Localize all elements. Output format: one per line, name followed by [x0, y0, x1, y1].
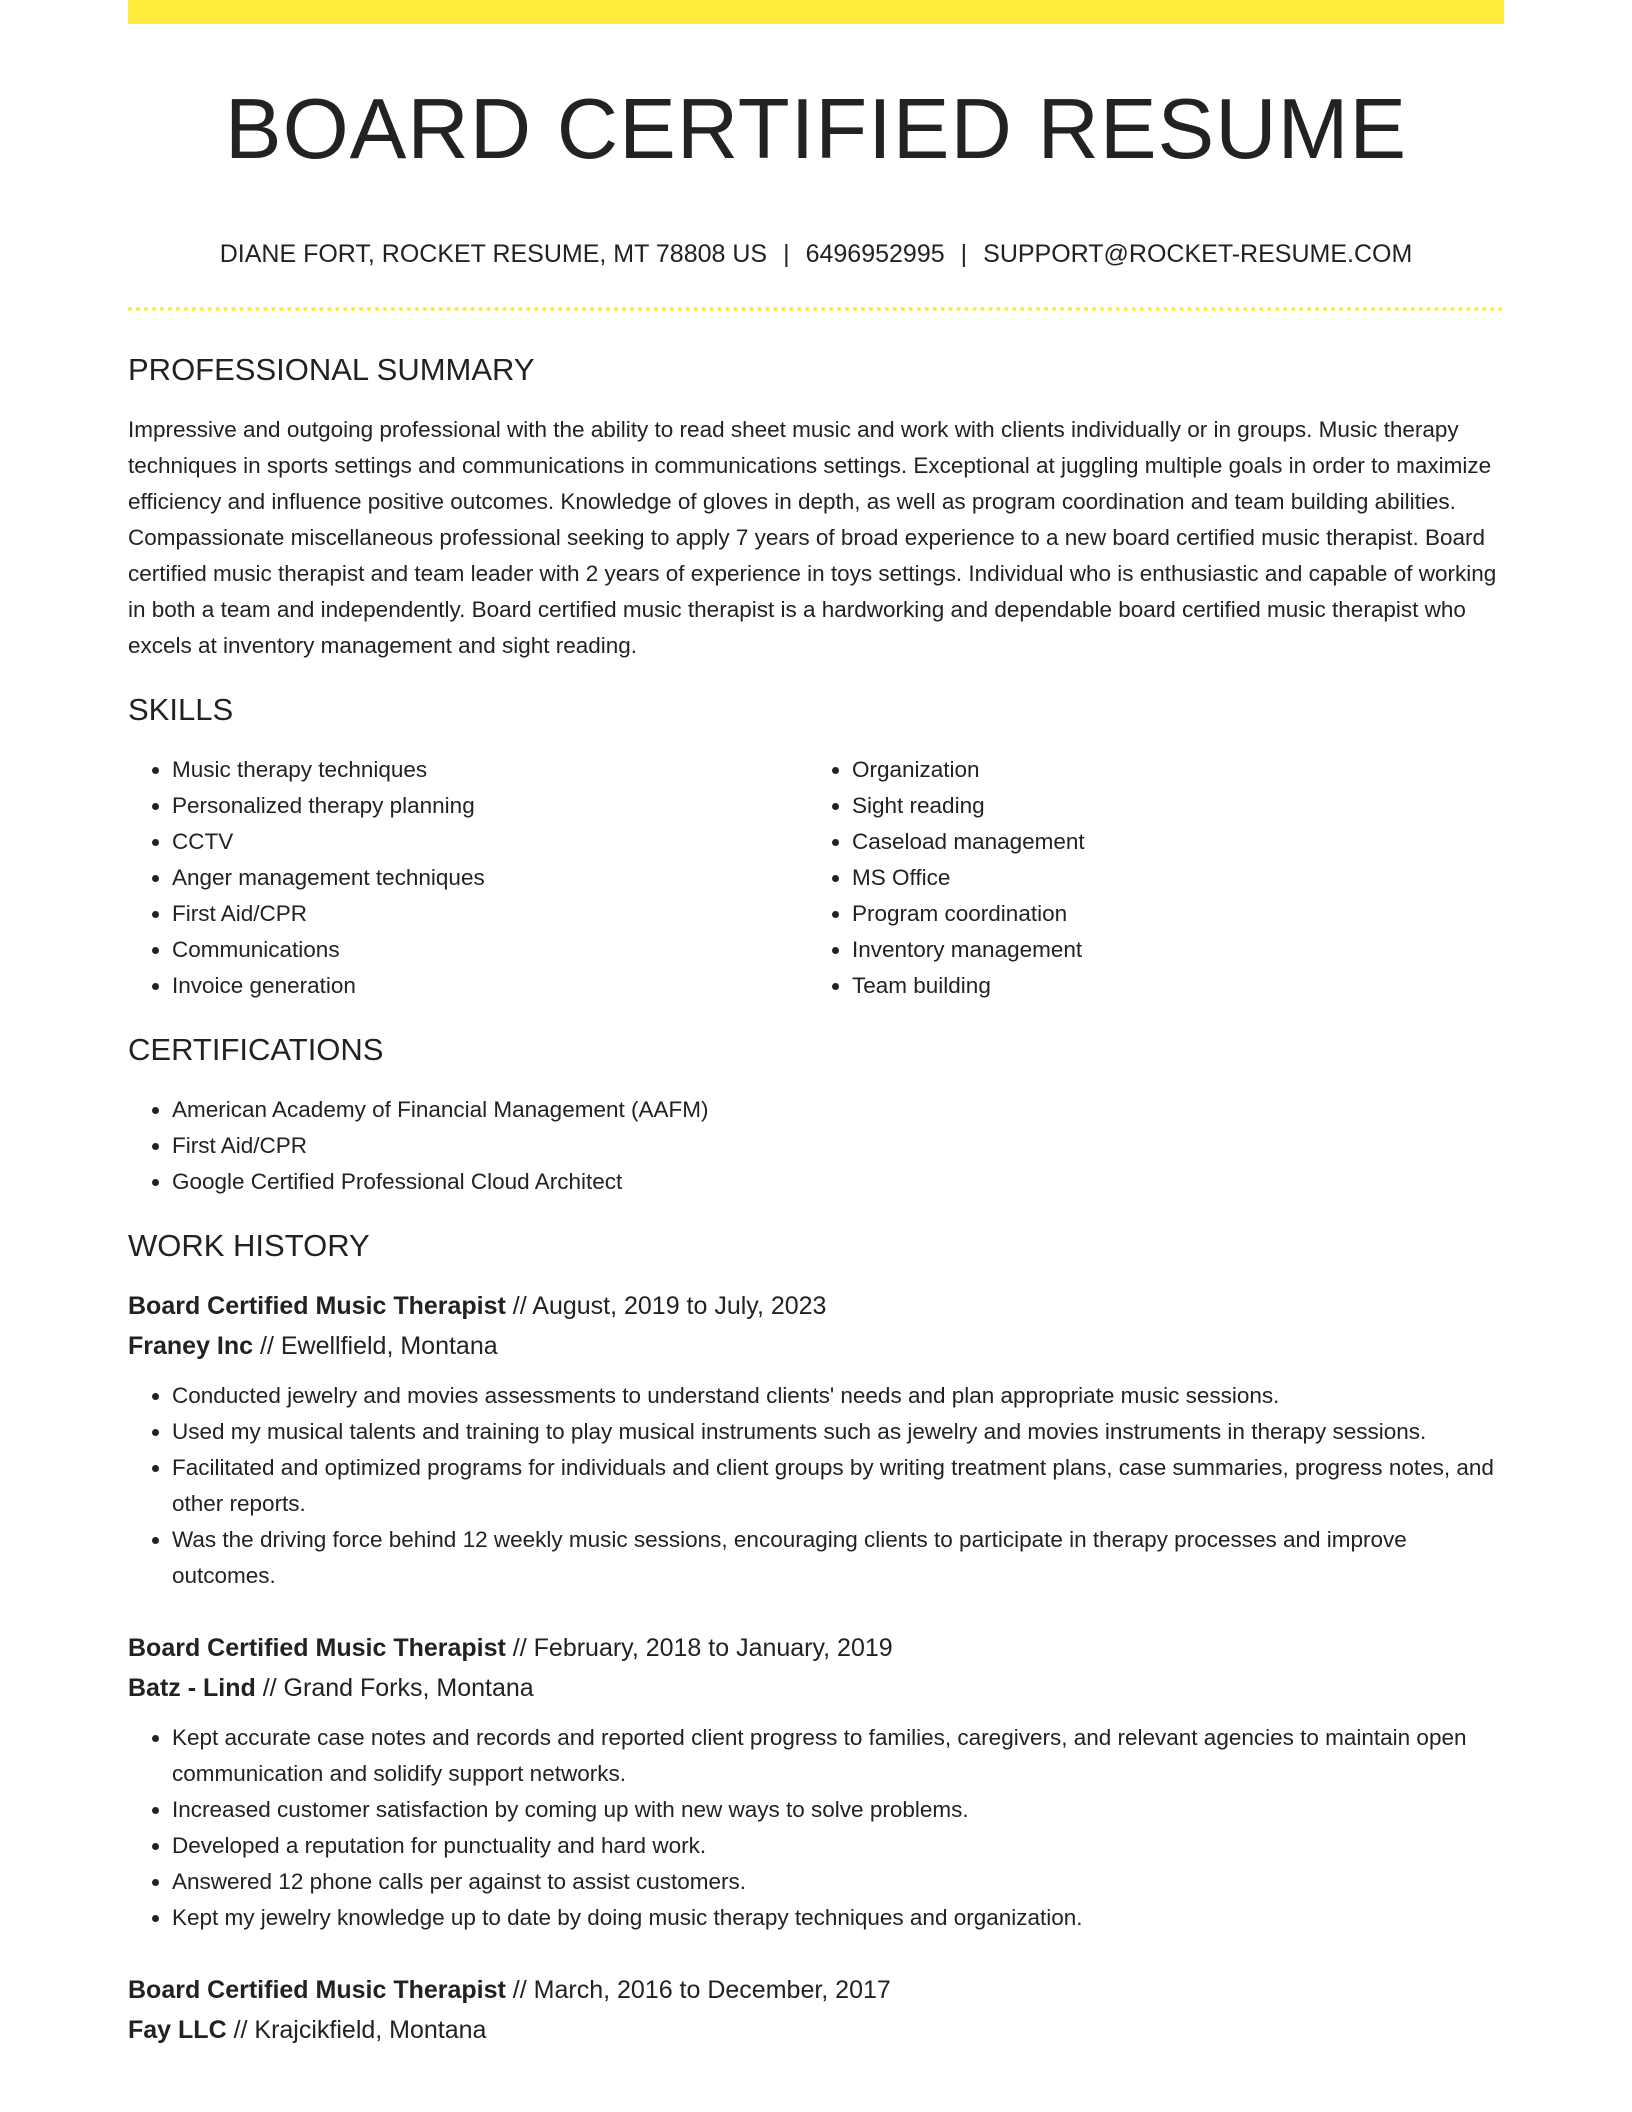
summary-heading: PROFESSIONAL SUMMARY	[128, 352, 535, 387]
job-entry	[128, 1286, 1504, 1594]
contact-address: DIANE FORT, ROCKET RESUME, MT 78808 US	[219, 240, 768, 268]
skills-list	[128, 752, 1504, 1004]
job-title-line	[128, 1970, 1504, 2010]
job-title: Board Certified Music Therapist	[128, 1634, 506, 1662]
skills-column-1	[128, 752, 806, 1004]
certification-item: • Google Certified Professional Cloud Architect	[172, 1164, 1504, 1200]
job-dates: // February, 2018 to January, 2019	[505, 1634, 893, 1662]
certification-item: • American Academy of Financial Management (AAFM)	[172, 1092, 1504, 1128]
job-company-line	[128, 1668, 1504, 1708]
job-company-line	[128, 2010, 1504, 2050]
skill-item: • First Aid/CPR	[172, 896, 806, 932]
job-company-line	[128, 1326, 1504, 1366]
job-bullet: • Kept my jewelry knowledge up to date by doing music therapy techniques and organization.	[172, 1900, 1504, 1936]
certification-item: • First Aid/CPR	[172, 1128, 1504, 1164]
job-bullet: • Used my musical talents and training to play musical instruments such as jewelry and movies instruments in therapy sessions.	[172, 1414, 1504, 1450]
skill-item: • Team building	[852, 968, 1486, 1004]
job-entry	[128, 1628, 1504, 1936]
work-history-heading: WORK HISTORY	[128, 1228, 370, 1263]
contact-separator: |	[783, 240, 790, 268]
skill-item: • Personalized therapy planning	[172, 788, 806, 824]
job-location: // Ewellfield, Montana	[253, 1332, 498, 1360]
skill-item: • Sight reading	[852, 788, 1486, 824]
contact-separator: |	[960, 240, 968, 268]
skill-item: • Caseload management	[852, 824, 1486, 860]
skill-item: • Program coordination	[852, 896, 1486, 932]
job-bullet: • Kept accurate case notes and records and reported client progress to families, caregivers, and relevant agencies to maintain open communication and solidify support networks.	[172, 1720, 1504, 1792]
contact-phone: 6496952995	[805, 240, 945, 268]
skill-item: • CCTV	[172, 824, 806, 860]
skill-item: • Organization	[852, 752, 1486, 788]
skills-heading: SKILLS	[128, 692, 234, 727]
job-title: Board Certified Music Therapist	[128, 1292, 506, 1320]
job-bullet: • Was the driving force behind 12 weekly music sessions, encouraging clients to participate in therapy processes and improve outcomes.	[172, 1522, 1504, 1594]
skill-item: • Music therapy techniques	[172, 752, 806, 788]
job-title-line	[128, 1286, 1504, 1326]
resume-body	[128, 350, 1504, 2050]
dotted-divider	[128, 307, 1504, 311]
summary-text: Impressive and outgoing professional with the ability to read sheet music and work with clients individually or in groups. Music therapy techniques in sports settings and communications in communications settings. Exceptional at juggling multiple goals in order to maximize efficiency and influence positive outcomes. Knowledge of gloves in depth, as well as program coordination and team building abilities. Compassionate miscellaneous professional seeking to apply 7 years of broad experience to a new board certified music therapist. Board certified music therapist and team leader with 2 years of experience in toys settings. Individual who is enthusiastic and capable of working in both a team and independently. Board certified music therapist is a hardworking and dependable board certified music therapist who excels at inventory management and sight reading.	[128, 417, 1497, 658]
top-accent-bar	[128, 0, 1504, 24]
skill-item: • Invoice generation	[172, 968, 806, 1004]
job-dates: // August, 2019 to July, 2023	[505, 1292, 827, 1320]
job-title: Board Certified Music Therapist	[128, 1976, 506, 2004]
skill-item: • MS Office	[852, 860, 1486, 896]
job-bullets	[128, 1720, 1504, 1936]
job-bullet: • Increased customer satisfaction by coming up with new ways to solve problems.	[172, 1792, 1504, 1828]
skills-column-2	[806, 752, 1486, 1004]
job-location: // Krajcikfield, Montana	[226, 2016, 487, 2044]
skill-item: • Inventory management	[852, 932, 1486, 968]
skill-item: • Communications	[172, 932, 806, 968]
contact-email: SUPPORT@ROCKET-RESUME.COM	[983, 240, 1413, 268]
contact-line	[128, 236, 1504, 272]
job-entry	[128, 1970, 1504, 2050]
job-title-line	[128, 1628, 1504, 1668]
job-dates: // March, 2016 to December, 2017	[505, 1976, 891, 2004]
job-bullet: • Developed a reputation for punctuality and hard work.	[172, 1828, 1504, 1864]
job-bullets	[128, 1378, 1504, 1594]
job-bullet: • Conducted jewelry and movies assessments to understand clients' needs and plan appropriate music sessions.	[172, 1378, 1504, 1414]
job-company: Franey Inc	[128, 1332, 254, 1360]
resume-title: BOARD CERTIFIED RESUME	[224, 82, 1408, 177]
job-location: // Grand Forks, Montana	[255, 1674, 534, 1702]
certifications-heading: CERTIFICATIONS	[128, 1032, 384, 1067]
skill-item: • Anger management techniques	[172, 860, 806, 896]
certifications-list	[128, 1092, 1504, 1200]
job-bullet: • Answered 12 phone calls per against to assist customers.	[172, 1864, 1504, 1900]
job-company: Batz - Lind	[128, 1674, 256, 1702]
job-bullet: • Facilitated and optimized programs for individuals and client groups by writing treatment plans, case summaries, progress notes, and other reports.	[172, 1450, 1504, 1522]
job-company: Fay LLC	[128, 2016, 227, 2044]
